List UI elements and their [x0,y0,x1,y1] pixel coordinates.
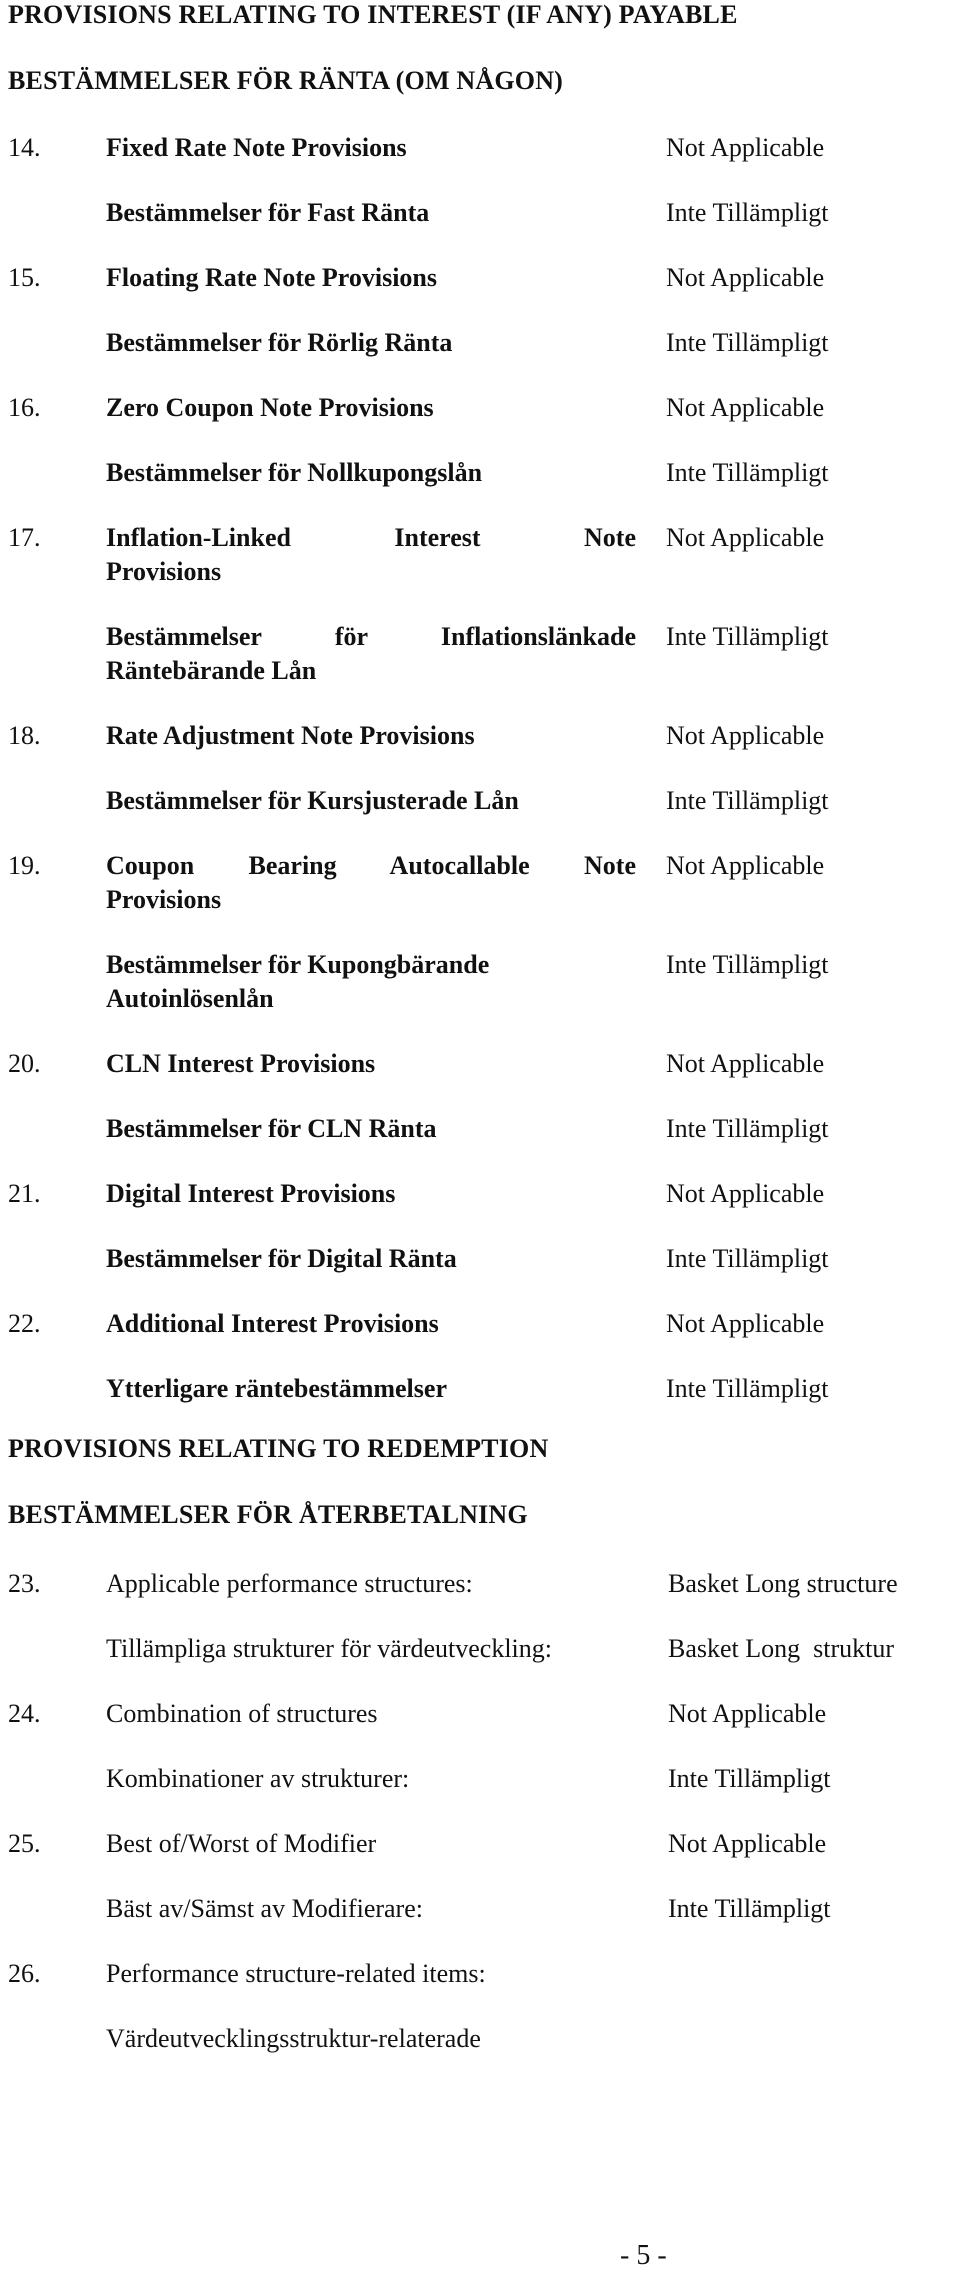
item-number: 16. [8,393,41,422]
item-label-en: Digital Interest Provisions [106,1179,396,1208]
item-value-en: Not Applicable [666,1049,825,1078]
item-value-sv: Inte Tillämpligt [666,198,829,227]
item-number: 15. [8,263,41,292]
item-value-sv: Inte Tillämpligt [666,328,829,357]
item-value-en: Not Applicable [666,1179,825,1208]
interest-heading-sv: BESTÄMMELSER FÖR RÄNTA (OM NÅGON) [8,66,564,95]
item-label-en: Performance structure-related items: [106,1959,486,1988]
item-value-en: Not Applicable [668,1699,827,1728]
item-label-en: Rate Adjustment Note Provisions [106,721,475,750]
item-value-sv: Inte Tillämpligt [666,458,829,487]
item-label-en-line2: Provisions [106,885,222,914]
redemption-heading-sv: BESTÄMMELSER FÖR ÅTERBETALNING [8,1500,528,1529]
item-label-sv: Bäst av/Sämst av Modifierare: [106,1894,423,1923]
item-value-en: Not Applicable [666,133,825,162]
item-value-sv: Inte Tillämpligt [668,1894,831,1923]
item-label-sv: Bestämmelser för Kursjusterade Lån [106,786,519,815]
item-label-en-line1: Inflation-Linked Interest Note [106,523,636,552]
item-label-en: Fixed Rate Note Provisions [106,133,407,162]
item-number: 18. [8,721,41,750]
item-number: 20. [8,1049,41,1078]
item-label-en [106,849,636,917]
item-label-en: Best of/Worst of Modifier [106,1829,377,1858]
item-label-sv [106,620,636,688]
item-number: 14. [8,133,41,162]
item-number: 23. [8,1569,41,1598]
page-number: - 5 - [620,2240,667,2271]
item-label-en-line1: Coupon Bearing Autocallable Note [106,851,636,880]
item-value-en: Not Applicable [666,393,825,422]
item-label-en: Applicable performance structures: [106,1569,473,1598]
item-number: 24. [8,1699,41,1728]
item-value-sv: Inte Tillämpligt [666,622,829,651]
item-value-sv: Inte Tillämpligt [666,1244,829,1273]
item-label-en: Additional Interest Provisions [106,1309,439,1338]
item-label-sv: Värdeutvecklingsstruktur-relaterade [106,2024,481,2053]
item-label-en: Zero Coupon Note Provisions [106,393,434,422]
item-label-sv: Bestämmelser för Rörlig Ränta [106,328,453,357]
item-label-sv: Bestämmelser för CLN Ränta [106,1114,437,1143]
item-label-sv: Ytterligare räntebestämmelser [106,1374,447,1403]
item-value-en: Not Applicable [666,851,825,880]
item-value-sv: Inte Tillämpligt [666,786,829,815]
item-value-sv: Inte Tillämpligt [666,1374,829,1403]
item-value-en: Not Applicable [666,721,825,750]
item-number: 22. [8,1309,41,1338]
item-label-en [106,521,636,589]
item-label-sv: Kombinationer av strukturer: [106,1764,410,1793]
item-label-sv: Bestämmelser för Fast Ränta [106,198,430,227]
item-label-en: Floating Rate Note Provisions [106,263,437,292]
item-label-en: Combination of structures [106,1699,378,1728]
redemption-heading-en: PROVISIONS RELATING TO REDEMPTION [8,1434,549,1463]
item-number: 26. [8,1959,41,1988]
item-value-en: Basket Long structure [668,1569,898,1598]
item-label-en-line2: Provisions [106,557,222,586]
item-label-sv: Bestämmelser för Digital Ränta [106,1244,457,1273]
item-number: 19. [8,851,41,880]
item-label-sv-line1: Bestämmelser för Kupongbärande [106,950,490,979]
interest-heading-en: PROVISIONS RELATING TO INTEREST (IF ANY) PAYABLE [8,0,738,29]
item-value-sv: Basket Long struktur [668,1634,895,1663]
item-value-en: Not Applicable [666,1309,825,1338]
item-value-en: Not Applicable [668,1829,827,1858]
item-label-sv-line1: Bestämmelser för Inflationslänkade [106,622,636,651]
item-value-en: Not Applicable [666,523,825,552]
item-label-sv [106,948,636,1016]
item-label-sv-line2: Räntebärande Lån [106,656,317,685]
item-label-sv: Bestämmelser för Nollkupongslån [106,458,483,487]
item-number: 17. [8,523,41,552]
item-value-sv: Inte Tillämpligt [666,1114,829,1143]
item-label-sv: Tillämpliga strukturer för värdeutveckling: [106,1634,552,1663]
item-label-sv-line2: Autoinlösenlån [106,984,274,1013]
item-number: 25. [8,1829,41,1858]
item-value-sv: Inte Tillämpligt [668,1764,831,1793]
item-number: 21. [8,1179,41,1208]
item-label-en: CLN Interest Provisions [106,1049,376,1078]
item-value-sv: Inte Tillämpligt [666,950,829,979]
item-value-en: Not Applicable [666,263,825,292]
